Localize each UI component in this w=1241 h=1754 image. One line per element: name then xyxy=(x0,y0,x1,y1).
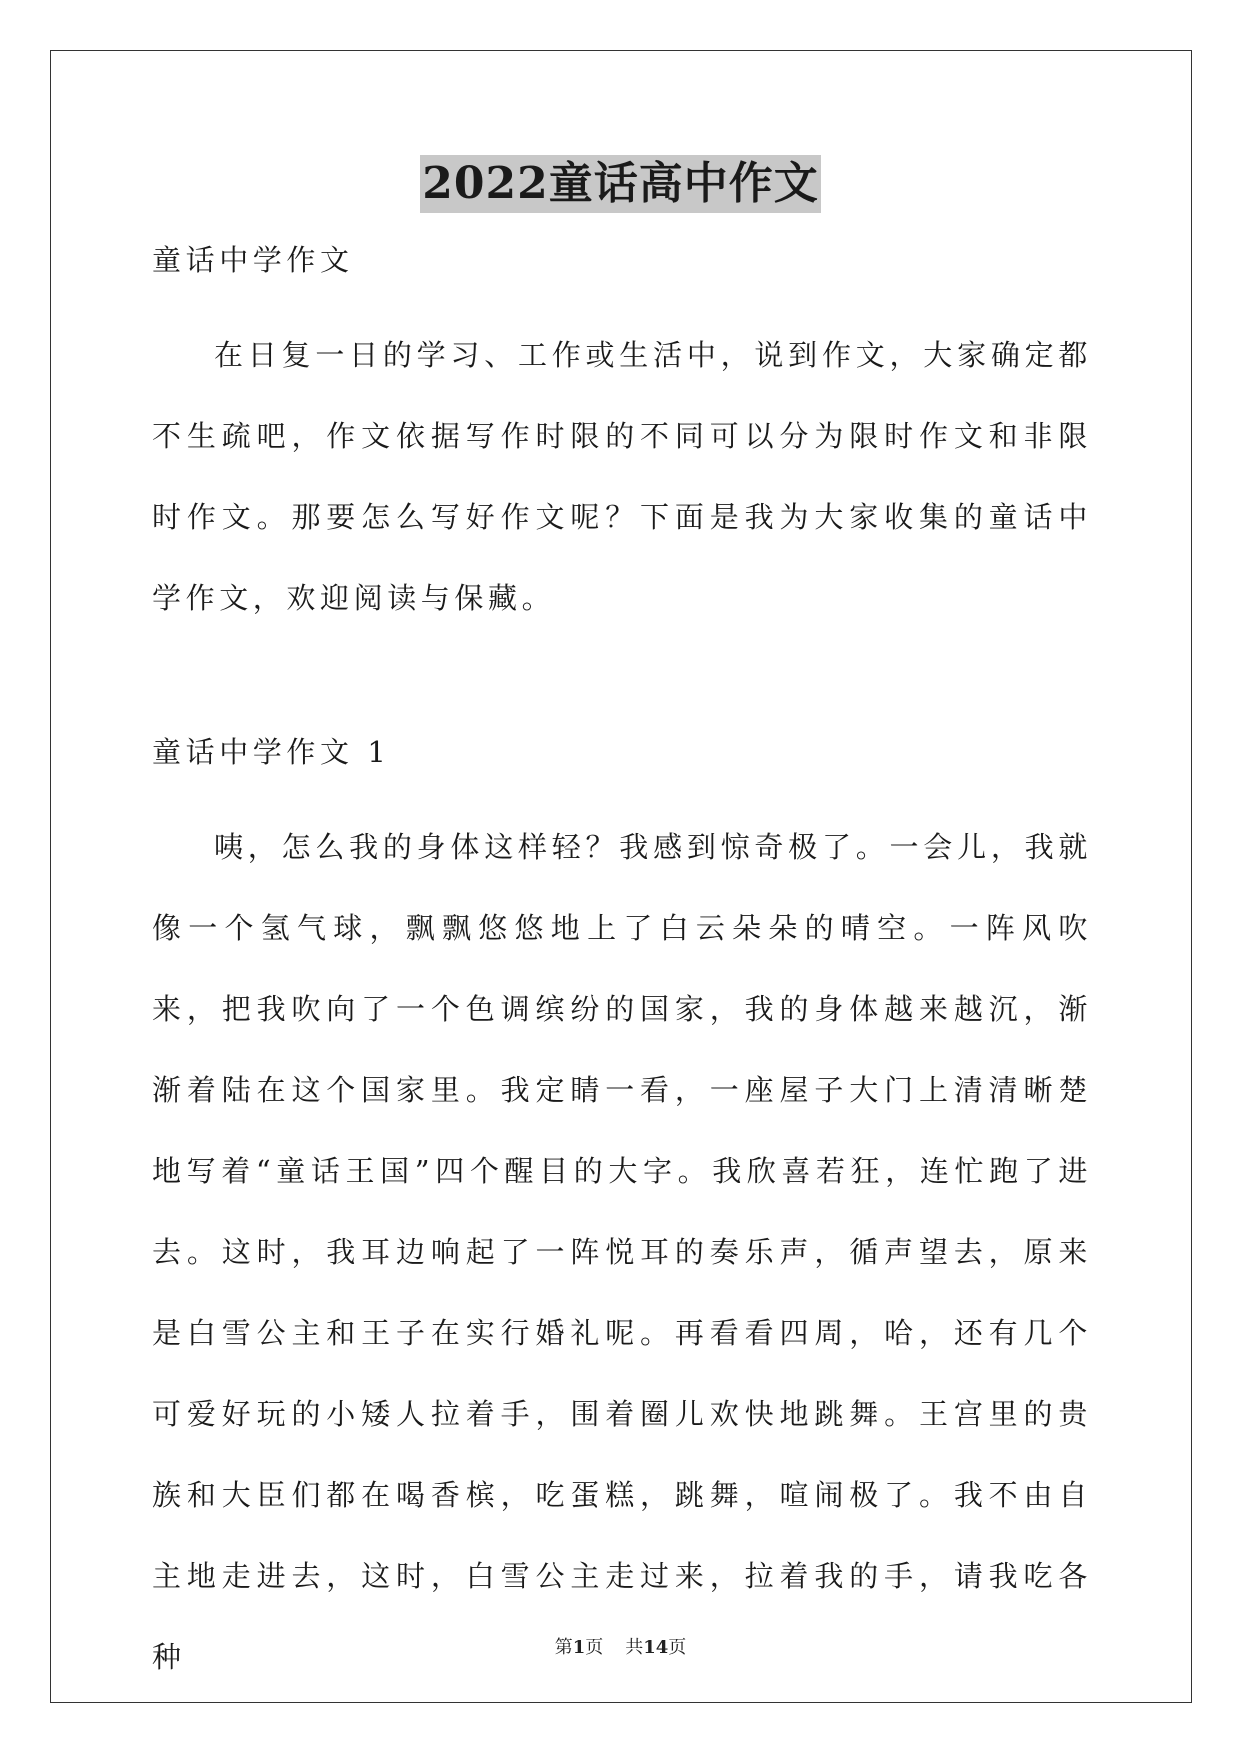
title-container xyxy=(0,155,1241,213)
page-total: 14 xyxy=(643,1637,669,1658)
page-footer xyxy=(0,1633,1241,1659)
spacer xyxy=(152,779,1092,807)
section-paragraph: 咦，怎么我的身体这样轻？我感到惊奇极了。一会儿，我就像一个氢气球，飘飘悠悠地上了白云朵朵的晴空。一阵风吹来，把我吹向了一个色调缤纷的国家，我的身体越来越沉，渐渐着陆在这个国家里。我定睛一看，一座屋子大门上清清晰楚地写着“童话王国”四个醒目的大字。我欣喜若狂，连忙跑了进去。这时，我耳边响起了一阵悦耳的奏乐声，循声望去，原来是白雪公主和王子在实行婚礼呢。再看看四周，哈，还有几个可爱好玩的小矮人拉着手，围着圈儿欢快地跳舞。王宫里的贵族和大臣们都在喝香槟，吃蛋糕，跳舞，喧闹极了。我不由自主地走进去，这时，白雪公主走过来，拉着我的手，请我吃各种 xyxy=(152,830,1092,1674)
total-prefix: 共 xyxy=(625,1637,644,1658)
intro-paragraph: 在日复一日的学习、工作或生活中，说到作文，大家确定都不生疏吧，作文依据写作时限的不同可以分为限时作文和非限时作文。那要怎么写好作文呢？下面是我为大家收集的童话中学作文，欢迎阅读与保藏。 xyxy=(152,338,1092,615)
section-heading: 童话中学作文 1 xyxy=(152,735,391,769)
document-title: 2022童话高中作文 xyxy=(420,155,820,213)
document-body xyxy=(152,233,1092,1698)
page-unit: 页 xyxy=(585,1637,604,1658)
spacer xyxy=(152,639,1092,725)
total-unit: 页 xyxy=(668,1637,687,1658)
page-current: 1 xyxy=(572,1637,586,1658)
spacer xyxy=(152,287,1092,315)
page-prefix: 第 xyxy=(554,1637,573,1658)
intro-heading: 童话中学作文 xyxy=(152,243,354,277)
